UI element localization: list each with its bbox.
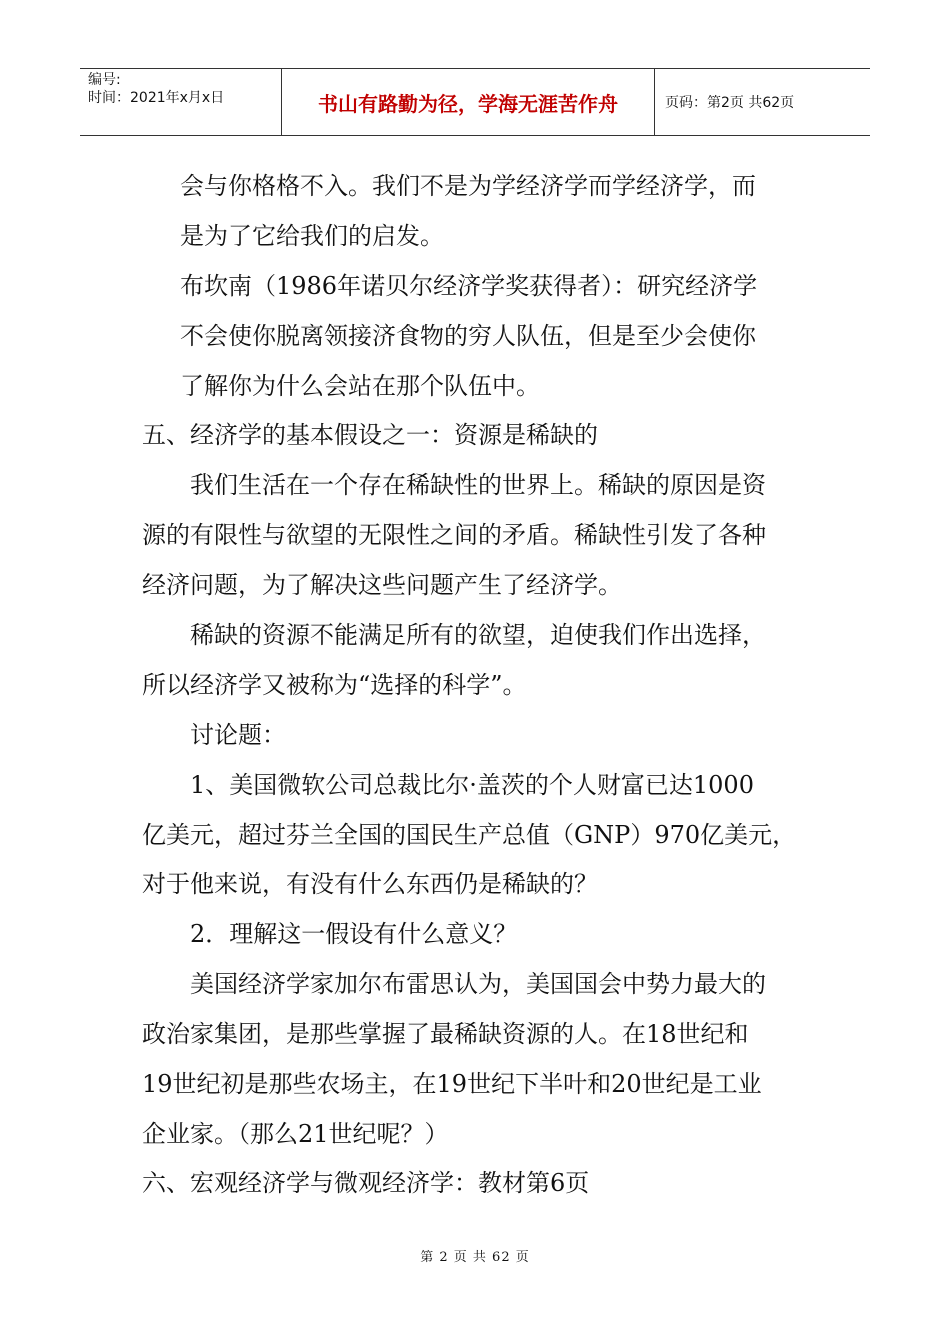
body-line: 所以经济学又被称为“选择的科学”。 [142,671,527,699]
body-line: 亿美元，超过芬兰全国的国民生产总值（GNP）970亿美元， [142,821,797,849]
body-line: 稀缺的资源不能满足所有的欲望，迫使我们作出选择， [190,621,766,649]
header-page-info: 页码：第2页 共62页 [665,95,795,111]
body-line: 政治家集团，是那些掌握了最稀缺资源的人。在18世纪和 [142,1020,749,1048]
body-line: 19世纪初是那些农场主，在19世纪下半叶和20世纪是工业 [142,1070,762,1098]
header-motto: 书山有路勤为径，学海无涯苦作舟 [282,69,655,135]
discussion-label: 讨论题： [190,721,286,749]
section-heading: 六、宏观经济学与微观经济学：教材第6页 [142,1169,590,1197]
header-number-label: 编号: [88,72,121,88]
body-line: 对于他来说，有没有什么东西仍是稀缺的？ [142,870,598,898]
page-header [80,68,870,136]
body-line: 2．理解这一假设有什么意义？ [190,920,518,948]
body-line: 我们生活在一个存在稀缺性的世界上。稀缺的原因是资 [190,471,766,499]
body-line: 企业家。（那么21世纪呢？） [142,1120,449,1148]
body-line: 布坎南（1986年诺贝尔经济学奖获得者）：研究经济学 [180,272,758,300]
body-line: 美国经济学家加尔布雷思认为，美国国会中势力最大的 [190,970,766,998]
body-line: 1、美国微软公司总裁比尔·盖茨的个人财富已达1000 [190,771,754,799]
body-line: 了解你为什么会站在那个队伍中。 [180,372,540,400]
body-line: 不会使你脱离领接济食物的穷人队伍，但是至少会使你 [180,322,756,350]
header-meta [80,69,282,135]
body-line: 源的有限性与欲望的无限性之间的矛盾。稀缺性引发了各种 [142,521,766,549]
body-line: 是为了它给我们的启发。 [180,222,444,250]
body-line: 经济问题，为了解决这些问题产生了经济学。 [142,571,622,599]
body-line: 会与你格格不入。我们不是为学经济学而学经济学，而 [180,172,756,200]
header-time-label: 时间：2021年x月x日 [88,90,225,106]
section-heading: 五、经济学的基本假设之一：资源是稀缺的 [142,421,598,449]
page-footer: 第 2 页 共 62 页 [420,1250,530,1265]
